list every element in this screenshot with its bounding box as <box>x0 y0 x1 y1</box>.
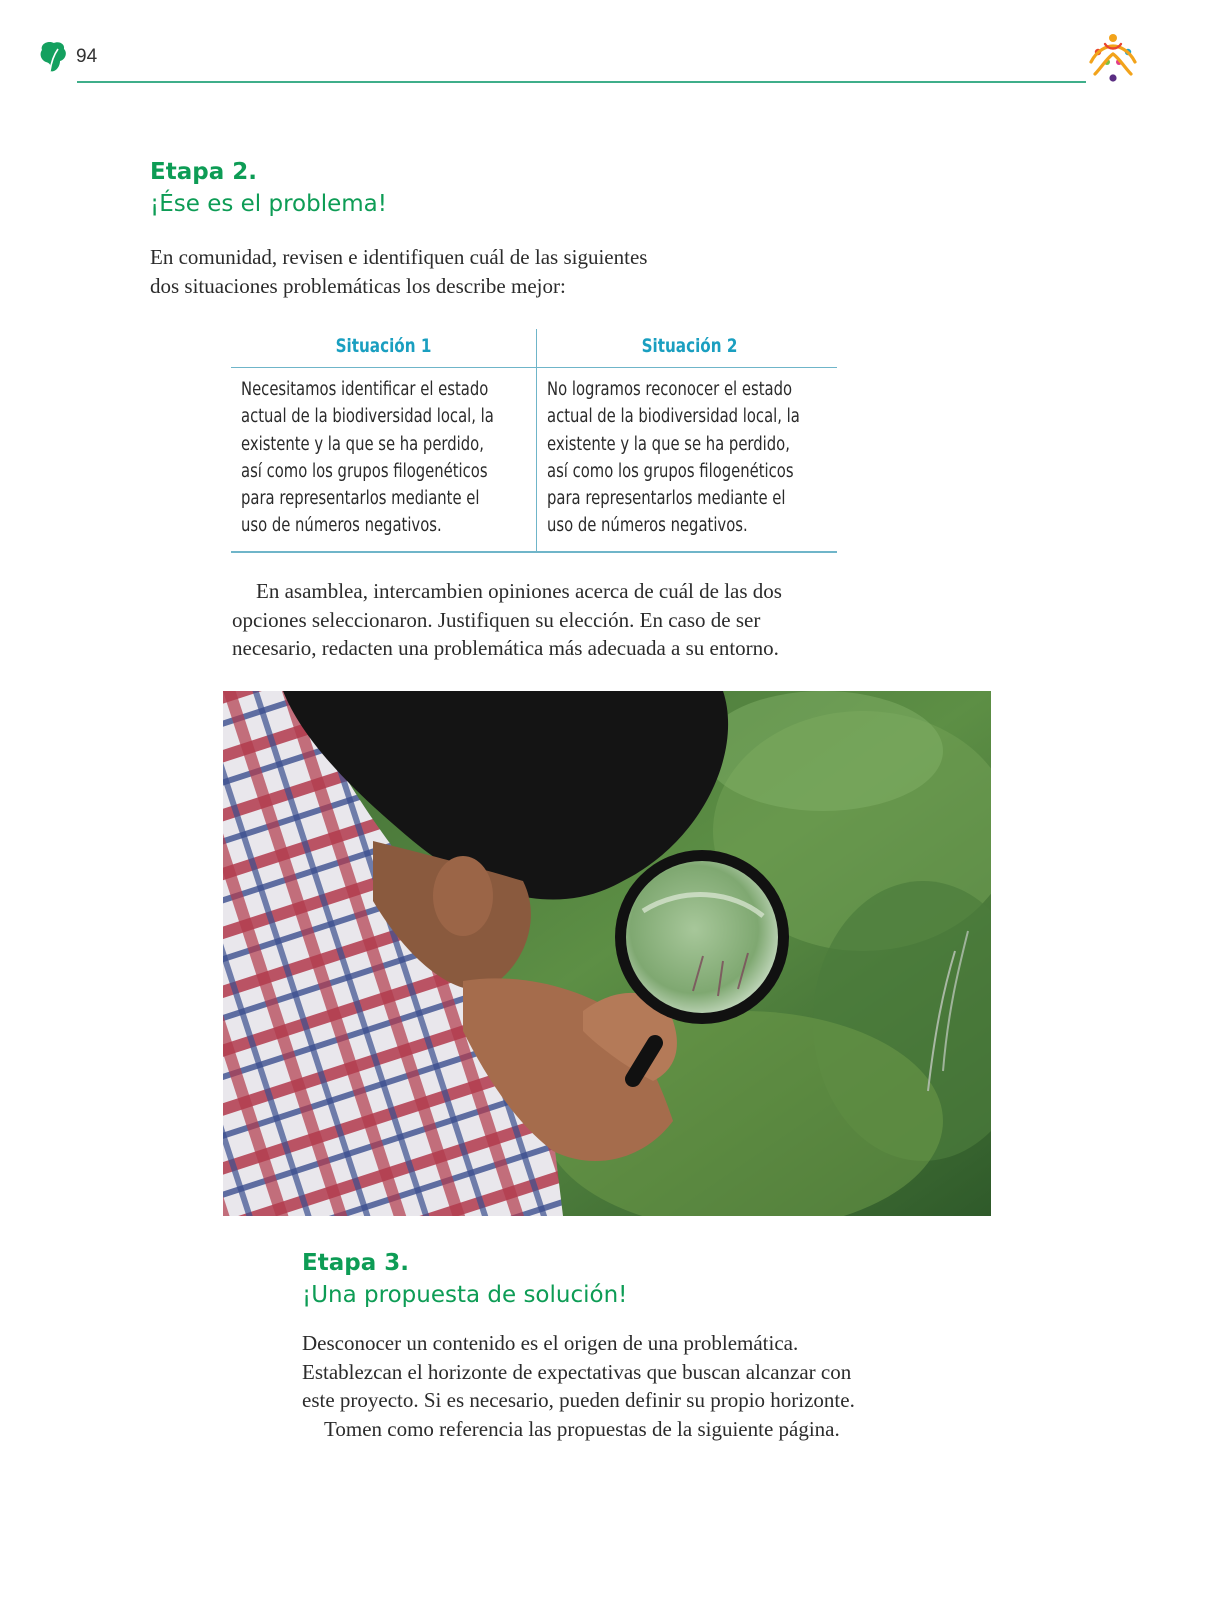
assembly-line: necesario, redacten una problemática más adecuada a su entorno. <box>232 636 779 660</box>
stage3-line: Desconocer un contenido es el origen de una problemática. <box>302 1331 799 1355</box>
table-cell-line: existente y la que se ha perdido, <box>241 433 484 455</box>
table-header-rule <box>231 367 837 368</box>
stage3-line: este proyecto. Si es necesario, pueden definir su propio horizonte. <box>302 1388 855 1412</box>
stage2-heading <box>150 156 387 220</box>
table-cell-line: existente y la que se ha perdido, <box>547 433 790 455</box>
table-cell-line: para representarlos mediante el <box>547 488 786 510</box>
table-cell-line: actual de la biodiversidad local, la <box>547 406 800 428</box>
table-cell-line: uso de números negativos. <box>547 515 748 537</box>
stage3-line-text: Tomen como referencia las propuestas de la siguiente página. <box>324 1416 840 1441</box>
stage3-title: ¡Una propuesta de solución! <box>302 1282 628 1308</box>
stage2-intro <box>150 243 710 300</box>
situations-table <box>231 329 837 552</box>
assembly-line: opciones seleccionaron. Justifiquen su elección. En caso de ser <box>232 607 761 632</box>
stage2-label: Etapa 2. <box>150 159 257 185</box>
stage3-heading <box>302 1247 627 1311</box>
table-bottom-rule <box>231 551 837 553</box>
assembly-line-text: En asamblea, intercambien opiniones acerca de cuál de las dos <box>256 579 782 603</box>
situation-2-header: Situación 2 <box>641 335 738 357</box>
page-number: 94 <box>76 46 98 67</box>
table-cell-line: uso de números negativos. <box>241 515 442 537</box>
stage2-title: ¡Ése es el problema! <box>150 191 387 217</box>
table-column-divider <box>536 329 537 552</box>
stage3-line: Establezcan el horizonte de expectativas que buscan alcanzar con <box>302 1359 852 1384</box>
header-rule <box>77 81 1086 83</box>
table-cell-line: así como los grupos filogenéticos <box>241 460 488 482</box>
photo-illustration <box>223 691 991 1216</box>
assembly-paragraph <box>232 577 844 663</box>
stage3-paragraph <box>302 1329 914 1443</box>
table-cell-line: así como los grupos filogenéticos <box>547 460 794 482</box>
table-cell-line: para representarlos mediante el <box>241 488 480 510</box>
magnifying-glass-photo <box>223 691 991 1216</box>
situation-1-text <box>241 376 505 540</box>
table-cell-line: Necesitamos identificar el estado <box>241 379 489 400</box>
stage2-intro-line: En comunidad, revisen e identifiquen cuál de las siguientes <box>150 245 648 269</box>
table-cell-line: actual de la biodiversidad local, la <box>241 406 494 428</box>
situation-2-text <box>547 376 811 540</box>
table-cell-line: No logramos reconocer el estado <box>547 379 793 400</box>
colorful-emblem-icon <box>1085 32 1139 84</box>
stage2-intro-line: dos situaciones problemáticas los describe mejor: <box>150 273 566 298</box>
stage3-label: Etapa 3. <box>302 1250 409 1276</box>
stage3-line <box>302 1415 914 1444</box>
leaf-logo-icon <box>38 40 68 74</box>
situation-1-header: Situación 1 <box>335 335 432 357</box>
assembly-line <box>232 577 844 606</box>
